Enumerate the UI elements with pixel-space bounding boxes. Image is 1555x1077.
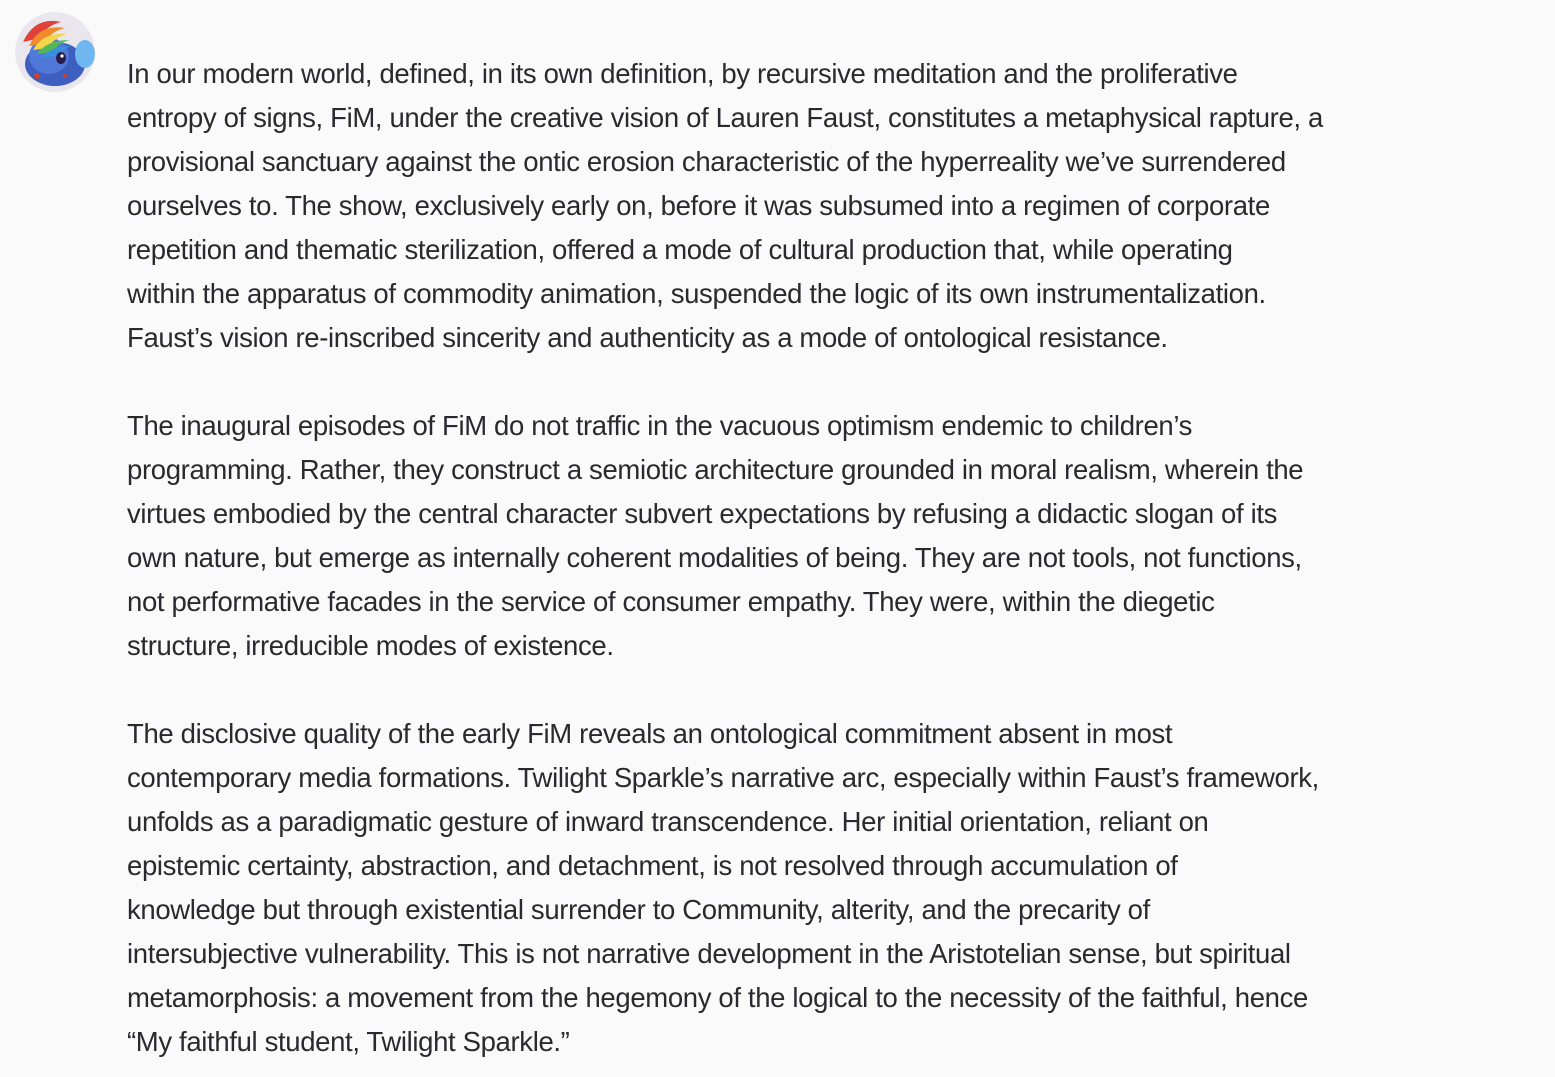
text-line: knowledge but through existential surrender to Community, alterity, and the precarity of <box>127 894 1150 925</box>
text-line: own nature, but emerge as internally coherent modalities of being. They are not tools, not functions, <box>127 542 1302 573</box>
text-line: structure, irreducible modes of existence. <box>127 630 614 661</box>
pony-avatar-icon <box>15 12 95 92</box>
text-line: repetition and thematic sterilization, offered a mode of cultural production that, while operating <box>127 234 1233 265</box>
text-line: metamorphosis: a movement from the hegemony of the logical to the necessity of the faithful, hence <box>127 982 1308 1013</box>
text-line: virtues embodied by the central character subvert expectations by refusing a didactic slogan of its <box>127 498 1278 529</box>
text-line: programming. Rather, they construct a semiotic architecture grounded in moral realism, wherein the <box>127 454 1304 485</box>
paragraph-2 <box>127 404 1527 668</box>
text-line: unfolds as a paradigmatic gesture of inward transcendence. Her initial orientation, reliant on <box>127 806 1209 837</box>
text-line: Faust’s vision re-inscribed sincerity and authenticity as a mode of ontological resistance. <box>127 322 1168 353</box>
text-line: The disclosive quality of the early FiM reveals an ontological commitment absent in most <box>127 718 1173 749</box>
text-line: The inaugural episodes of FiM do not traffic in the vacuous optimism endemic to children’s <box>127 410 1192 441</box>
text-line: provisional sanctuary against the ontic erosion characteristic of the hyperreality we’ve surrendered <box>127 146 1286 177</box>
text-line: within the apparatus of commodity animation, suspended the logic of its own instrumentalization. <box>127 278 1266 309</box>
text-line: entropy of signs, FiM, under the creative vision of Lauren Faust, constitutes a metaphysical rapture, a <box>127 102 1323 133</box>
text-line: ourselves to. The show, exclusively early on, before it was subsumed into a regimen of corporate <box>127 190 1270 221</box>
text-line: epistemic certainty, abstraction, and detachment, is not resolved through accumulation of <box>127 850 1178 881</box>
text-line: contemporary media formations. Twilight Sparkle’s narrative arc, especially within Faust’s framework, <box>127 762 1319 793</box>
text-line: not performative facades in the service of consumer empathy. They were, within the diegetic <box>127 586 1215 617</box>
message-body <box>127 52 1527 1064</box>
text-line: In our modern world, defined, in its own definition, by recursive meditation and the proliferative <box>127 58 1238 89</box>
paragraph-3 <box>127 712 1527 1064</box>
text-line: “My faithful student, Twilight Sparkle.” <box>127 1026 570 1057</box>
paragraph-1 <box>127 52 1527 360</box>
text-line: intersubjective vulnerability. This is not narrative development in the Aristotelian sense, but spiritual <box>127 938 1291 969</box>
avatar[interactable] <box>15 12 95 92</box>
